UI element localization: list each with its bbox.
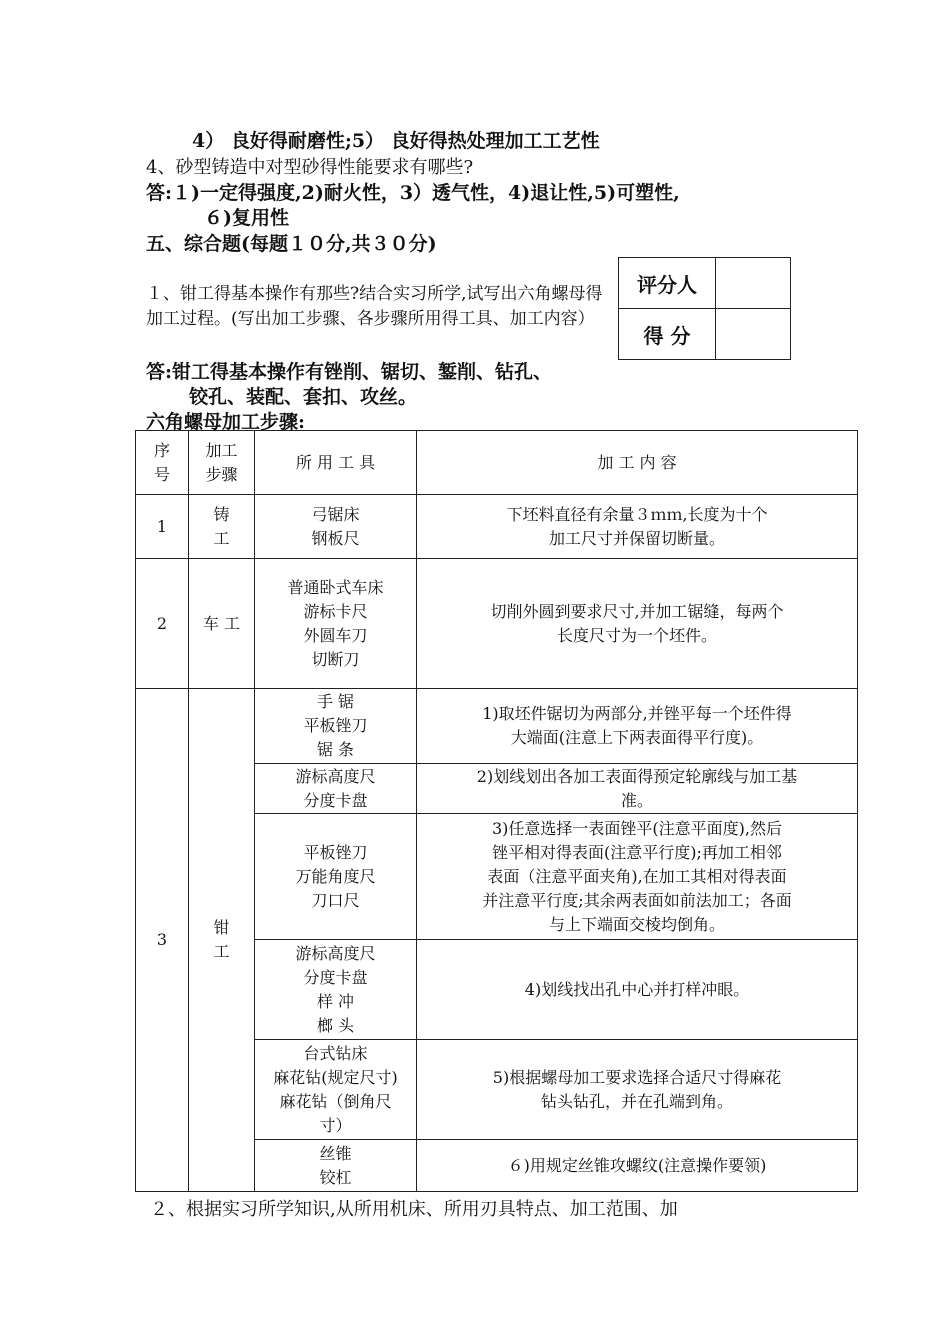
table-row xyxy=(136,495,858,559)
row1-content: 下坯料直径有余量３ｍｍ,长度为十个 加工尺寸并保留切断量。 xyxy=(417,495,858,559)
row3-sub6-tools: 丝锥 铰杠 xyxy=(255,1140,417,1192)
row3-sub2-tools: 游标高度尺 分度卡盘 xyxy=(255,764,417,814)
table-header-row xyxy=(136,431,858,495)
row3-sub1-content: 1)取坯件锯切为两部分,并锉平每一个坯件得 大端面(注意上下两表面得平行度)。 xyxy=(417,689,858,764)
row3-sub1-tools: 手 锯 平板锉刀 锯 条 xyxy=(255,689,417,764)
row1-seq: 1 xyxy=(136,495,189,559)
header-tools: 所 用 工 具 xyxy=(255,431,417,495)
question-1: １、钳工得基本操作有那些?结合实习所学,试写出六角螺母得加工过程。(写出加工步骤、各步骤所用得工具、加工内容） xyxy=(146,284,603,329)
table-row xyxy=(136,559,858,689)
row2-seq: 2 xyxy=(136,559,189,689)
answer-4-line1: 答:１)一定得强度,2)耐火性，3）透气性，4)退让性,5)可塑性, xyxy=(146,182,680,204)
row2-tools: 普通卧式车床 游标卡尺 外圆车刀 切断刀 xyxy=(255,559,417,689)
row3-sub6-content: ６)用规定丝锥攻螺纹(注意操作要领) xyxy=(417,1140,858,1192)
answer-4-line2: ６)复用性 xyxy=(204,207,289,229)
grader-field xyxy=(716,258,791,309)
row2-step: 车 工 xyxy=(189,559,255,689)
row3-sub4-tools: 游标高度尺 分度卡盘 样 冲 榔 头 xyxy=(255,940,417,1040)
row3-sub3-tools: 平板锉刀 万能角度尺 刀口尺 xyxy=(255,814,417,940)
score-label: 得 分 xyxy=(619,309,716,360)
header-content: 加 工 内 容 xyxy=(417,431,858,495)
row3-sub5-tools: 台式钻床 麻花钻(规定尺寸) 麻花钻（倒角尺 寸） xyxy=(255,1040,417,1140)
row3-step: 钳 工 xyxy=(189,689,255,1192)
row1-tools: 弓锯床 钢板尺 xyxy=(255,495,417,559)
table-row xyxy=(136,689,858,764)
header-seq: 序 号 xyxy=(136,431,189,495)
grader-label: 评分人 xyxy=(619,258,716,309)
row2-content: 切削外圆到要求尺寸,并加工锯缝，每两个 长度尺寸为一个坯件。 xyxy=(417,559,858,689)
row3-sub5-content: 5)根据螺母加工要求选择合适尺寸得麻花 钻头钻孔，并在孔端到角。 xyxy=(417,1040,858,1140)
question-4: 4、砂型铸造中对型砂得性能要求有哪些? xyxy=(146,157,474,178)
score-box xyxy=(618,257,791,360)
row3-sub2-content: 2)划线划出各加工表面得预定轮廓线与加工基 准。 xyxy=(417,764,858,814)
row3-seq: 3 xyxy=(136,689,189,1192)
text-line-properties: 4） 良好得耐磨性;5） 良好得热处理加工工艺性 xyxy=(192,130,600,152)
question-2: ２、根据实习所学知识,从所用机床、所用刃具特点、加工范围、加 xyxy=(150,1199,678,1220)
score-field xyxy=(716,309,791,360)
steps-heading: 六角螺母加工步骤: xyxy=(146,411,306,433)
row3-sub4-content: 4)划线找出孔中心并打样冲眼。 xyxy=(417,940,858,1040)
row1-step: 铸 工 xyxy=(189,495,255,559)
row3-sub3-content: 3)任意选择一表面锉平(注意平面度),然后 锉平相对得表面(注意平行度);再加工相邻 表面（注意平面夹角),在加工其相对得表面 并注意平行度;其余两表面如前法加工；各面 与上下端面交棱均倒角。 xyxy=(417,814,858,940)
header-step: 加工 步骤 xyxy=(189,431,255,495)
answer-1-line2: 铰孔、装配、套扣、攻丝。 xyxy=(189,386,418,408)
answer-1-line1: 答:钳工得基本操作有锉削、锯切、錾削、钻孔、 xyxy=(146,361,553,383)
section-heading: 五、综合题(每题１０分,共３０分) xyxy=(146,233,437,255)
process-table xyxy=(135,430,858,1192)
